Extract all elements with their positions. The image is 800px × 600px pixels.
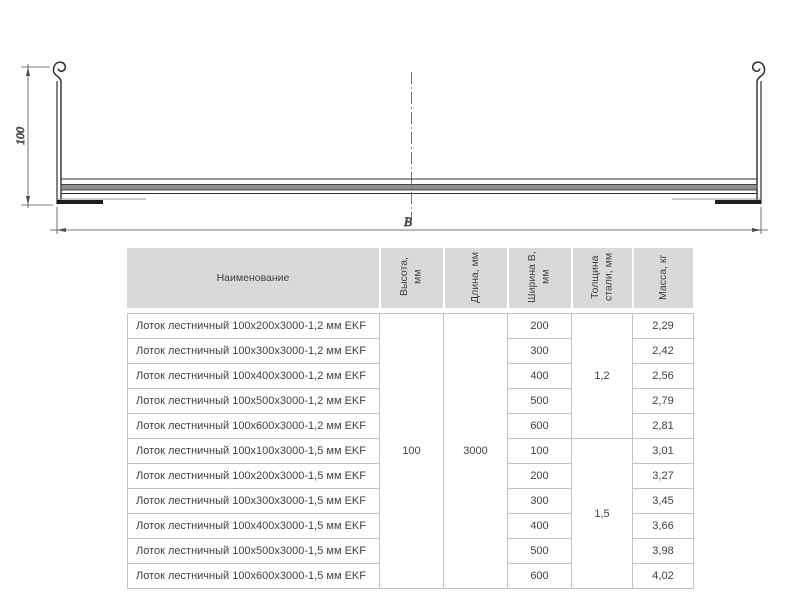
cell-name: Лоток лестничный 100х600х3000-1,2 мм EKF [128, 414, 380, 439]
cell-width: 200 [508, 464, 572, 489]
height-dim-label: 100 [13, 127, 27, 145]
cell-mass: 2,79 [633, 389, 694, 414]
header-mass: Масса, кг [632, 248, 693, 308]
header-name: Наименование [127, 248, 379, 308]
cell-mass: 2,42 [633, 339, 694, 364]
spec-table-body [127, 313, 694, 589]
cell-name: Лоток лестничный 100х300х3000-1,2 мм EKF [128, 339, 380, 364]
cell-name: Лоток лестничный 100х100х3000-1,5 мм EKF [128, 439, 380, 464]
cell-width: 100 [508, 439, 572, 464]
cell-name: Лоток лестничный 100х500х3000-1,5 мм EKF [128, 539, 380, 564]
header-row [127, 248, 693, 308]
cell-length-merged: 3000 [444, 314, 508, 589]
header-thickness: Толщина стали, мм [571, 248, 632, 308]
dimension-width [50, 207, 768, 234]
cell-name: Лоток лестничный 100х500х3000-1,2 мм EKF [128, 389, 380, 414]
left-hook-edge [54, 62, 66, 82]
cell-mass: 3,45 [633, 489, 694, 514]
width-dim-label: B [404, 214, 412, 229]
cell-width: 500 [508, 539, 572, 564]
cell-width: 500 [508, 389, 572, 414]
right-hook-edge [753, 62, 765, 82]
cell-thickness-merged: 1,2 [572, 314, 633, 439]
table-row [128, 314, 694, 339]
cell-mass: 3,01 [633, 439, 694, 464]
cell-mass: 2,56 [633, 364, 694, 389]
spec-table [127, 248, 693, 589]
cell-width: 600 [508, 564, 572, 589]
tray-profile [54, 62, 765, 204]
cross-section-drawing [0, 0, 800, 245]
cell-mass: 4,02 [633, 564, 694, 589]
spec-table-header [127, 248, 693, 308]
cell-mass: 2,81 [633, 414, 694, 439]
cell-name: Лоток лестничный 100х400х3000-1,5 мм EKF [128, 514, 380, 539]
cell-name: Лоток лестничный 100х300х3000-1,5 мм EKF [128, 489, 380, 514]
header-width: Ширина В, мм [507, 248, 571, 308]
cell-name: Лоток лестничный 100х200х3000-1,2 мм EKF [128, 314, 380, 339]
cell-thickness-merged: 1,5 [572, 439, 633, 589]
cell-name: Лоток лестничный 100х200х3000-1,5 мм EKF [128, 464, 380, 489]
cell-mass: 3,66 [633, 514, 694, 539]
header-length: Длина, мм [443, 248, 507, 308]
cell-width: 400 [508, 514, 572, 539]
cell-width: 600 [508, 414, 572, 439]
cell-name: Лоток лестничный 100х600х3000-1,5 мм EKF [128, 564, 380, 589]
cell-mass: 3,98 [633, 539, 694, 564]
cell-mass: 3,27 [633, 464, 694, 489]
cell-name: Лоток лестничный 100х400х3000-1,2 мм EKF [128, 364, 380, 389]
cell-width: 400 [508, 364, 572, 389]
dimension-height [13, 64, 53, 208]
cell-width: 200 [508, 314, 572, 339]
header-height: Высота, мм [379, 248, 443, 308]
cell-width: 300 [508, 339, 572, 364]
cell-width: 300 [508, 489, 572, 514]
cell-height-merged: 100 [380, 314, 444, 589]
cell-mass: 2,29 [633, 314, 694, 339]
